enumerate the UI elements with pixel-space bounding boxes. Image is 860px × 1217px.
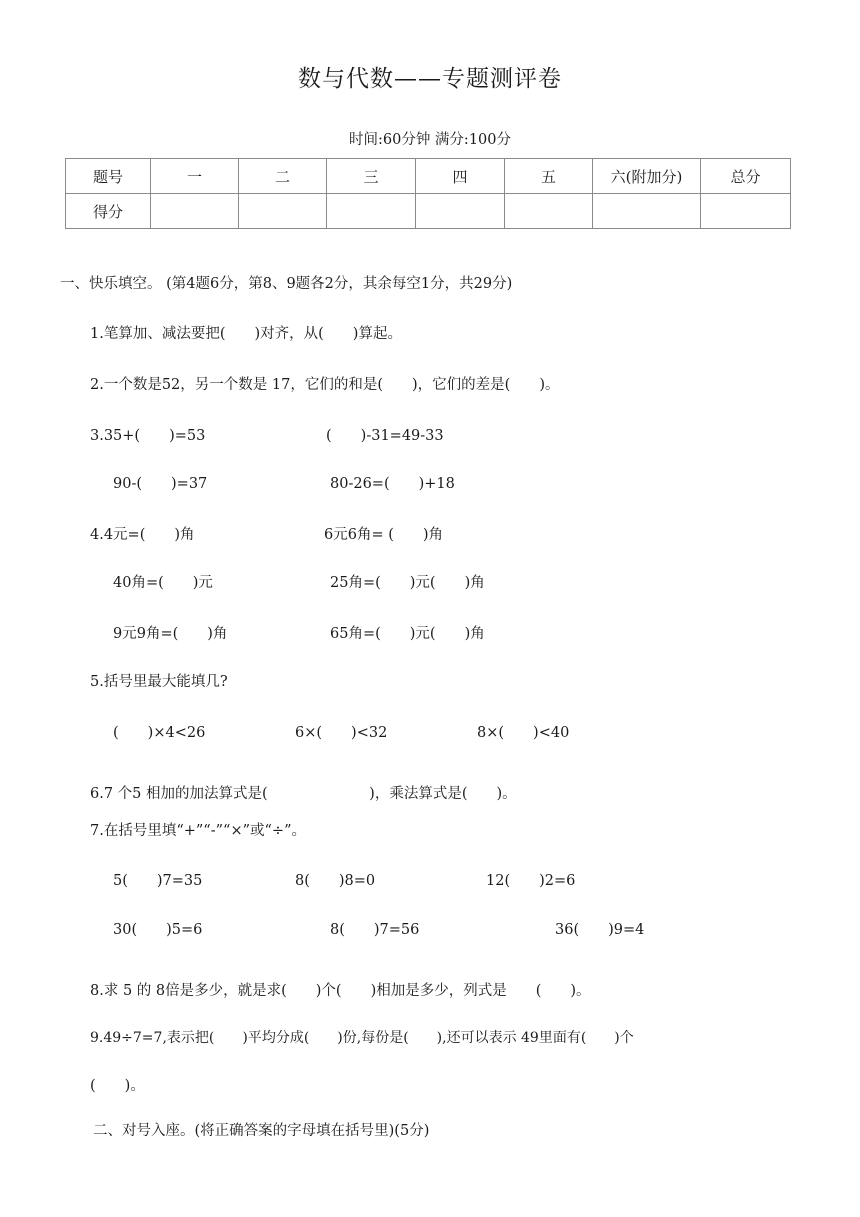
score-cell[interactable] <box>701 194 791 229</box>
question-3a: 3.35+( )=53 <box>90 428 206 444</box>
question-8: 8.求 5 的 8倍是多少，就是求( )个( )相加是多少，列式是 ( )。 <box>90 983 591 999</box>
score-cell[interactable] <box>593 194 701 229</box>
question-7c: 12( )2=6 <box>486 873 576 889</box>
question-4c: 40角=( )元 <box>113 575 213 591</box>
score-cell[interactable] <box>151 194 239 229</box>
question-4b: 6元6角= ( )角 <box>324 527 444 543</box>
question-6: 6.7 个5 相加的加法算式是( )，乘法算式是( )。 <box>90 786 517 802</box>
score-header-cell: 五 <box>505 159 593 194</box>
score-table <box>65 158 791 229</box>
question-9-continued: ( )。 <box>90 1078 145 1094</box>
score-header-cell: 六(附加分) <box>593 159 701 194</box>
section-1-heading: 一、快乐填空。 (第4题6分，第8、9题各2分，其余每空1分，共29分) <box>60 276 513 292</box>
question-3d: 80-26=( )+18 <box>330 476 455 492</box>
question-7f: 36( )9=4 <box>555 922 645 938</box>
score-header-cell: 二 <box>239 159 327 194</box>
score-cell[interactable] <box>416 194 505 229</box>
score-header-cell: 总分 <box>701 159 791 194</box>
score-cell[interactable] <box>327 194 416 229</box>
score-cell[interactable] <box>505 194 593 229</box>
question-4d: 25角=( )元( )角 <box>330 575 485 591</box>
question-3b: ( )-31=49-33 <box>326 428 444 444</box>
score-header-cell: 四 <box>416 159 505 194</box>
page-title: 数与代数——专题测评卷 <box>298 66 562 92</box>
question-5: 5.括号里最大能填几? <box>90 674 228 690</box>
score-table-header-row <box>66 159 791 194</box>
question-5c: 8×( )<40 <box>477 725 570 741</box>
question-7b: 8( )8=0 <box>295 873 376 889</box>
question-2: 2.一个数是52，另一个数是 17，它们的和是( )，它们的差是( )。 <box>90 377 560 393</box>
score-table-row <box>66 194 791 229</box>
score-header-cell: 一 <box>151 159 239 194</box>
question-5b: 6×( )<32 <box>295 725 388 741</box>
question-1: 1.笔算加、减法要把( )对齐，从( )算起。 <box>90 326 402 342</box>
question-4f: 65角=( )元( )角 <box>330 626 485 642</box>
question-4a: 4.4元=( )角 <box>90 527 195 543</box>
score-header-cell: 三 <box>327 159 416 194</box>
question-4e: 9元9角=( )角 <box>113 626 228 642</box>
score-cell[interactable] <box>239 194 327 229</box>
question-9: 9.49÷7=7,表示把( )平均分成( )份,每份是( ),还可以表示 49里面有( )个 <box>90 1030 634 1046</box>
question-7a: 5( )7=35 <box>113 873 203 889</box>
question-5a: ( )×4<26 <box>113 725 206 741</box>
exam-meta: 时间:60分钟 满分:100分 <box>348 132 511 148</box>
question-3c: 90-( )=37 <box>113 476 208 492</box>
section-2-heading: 二、对号入座。(将正确答案的字母填在括号里)(5分) <box>93 1123 430 1139</box>
question-7d: 30( )5=6 <box>113 922 203 938</box>
question-7e: 8( )7=56 <box>330 922 420 938</box>
score-row-label: 得分 <box>66 194 151 229</box>
question-7: 7.在括号里填“+”“-”“×”或“÷”。 <box>90 823 306 839</box>
score-header-cell: 题号 <box>66 159 151 194</box>
